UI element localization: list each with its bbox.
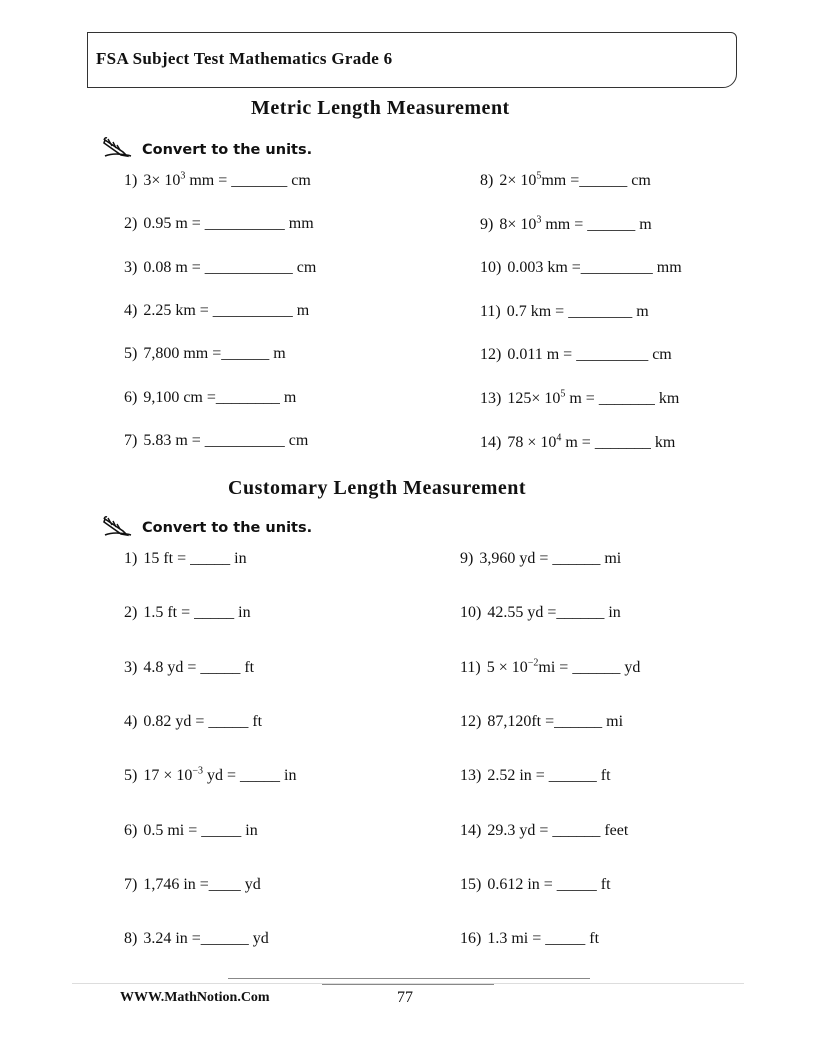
problem-number: 13) bbox=[480, 390, 502, 407]
problem-number: 2) bbox=[124, 215, 138, 233]
problem-number: 9) bbox=[480, 215, 494, 233]
page-number: 77 bbox=[397, 989, 413, 1006]
problem-text: 3.24 in =______ yd bbox=[143, 930, 269, 948]
problem-number: 6) bbox=[124, 821, 138, 839]
problem-number: 4) bbox=[124, 301, 138, 319]
footer-site: WWW.MathNotion.Com bbox=[120, 990, 270, 1005]
problem-item bbox=[124, 432, 308, 450]
problem-item bbox=[124, 822, 258, 840]
problem-number: 12) bbox=[460, 712, 482, 730]
problem-number: 7) bbox=[124, 875, 138, 893]
problem-text: $78 \times 10^4$ m = _______ km bbox=[507, 432, 676, 451]
problem-item bbox=[480, 216, 652, 234]
problem-text: 0.003 km =_________ mm bbox=[507, 259, 682, 277]
problem-number: 1) bbox=[124, 550, 138, 567]
problem-text: 0.011 m = _________ cm bbox=[507, 346, 672, 364]
problem-number: 7) bbox=[124, 431, 138, 449]
problem-item bbox=[124, 550, 247, 568]
problem-number: 13) bbox=[460, 767, 482, 785]
problem-item bbox=[124, 876, 261, 894]
problem-text: 1,746 in =____ yd bbox=[143, 875, 261, 893]
problem-item bbox=[480, 172, 651, 190]
problem-text: 9,100 cm =________ m bbox=[143, 388, 297, 406]
problem-text: 2.52 in = ______ ft bbox=[487, 767, 611, 785]
problem-number: 9) bbox=[460, 550, 474, 567]
metric-instruction: Convert to the units. bbox=[142, 142, 313, 158]
pencil-icon bbox=[103, 515, 133, 537]
problem-item bbox=[124, 713, 262, 731]
problem-item bbox=[124, 302, 309, 320]
problem-number: 15) bbox=[460, 875, 482, 893]
problem-item bbox=[460, 930, 599, 948]
metric-section-title: Metric Length Measurement bbox=[251, 97, 510, 119]
problem-text: 7,800 mm =______ m bbox=[143, 345, 286, 363]
problem-item bbox=[460, 767, 611, 785]
problem-item bbox=[480, 259, 682, 277]
customary-section-title: Customary Length Measurement bbox=[228, 477, 527, 499]
problem-text: 0.612 in = _____ ft bbox=[487, 875, 611, 893]
footer-rule-short bbox=[322, 984, 494, 985]
problem-number: 10) bbox=[460, 604, 482, 622]
problem-number: 10) bbox=[480, 259, 502, 277]
problem-number: 3) bbox=[124, 258, 138, 276]
problem-item bbox=[460, 876, 611, 894]
problem-number: 4) bbox=[124, 712, 138, 730]
problem-text: 29.3 yd = ______ feet bbox=[487, 821, 629, 839]
problem-text: 0.08 m = ___________ cm bbox=[143, 258, 317, 276]
problem-number: 5) bbox=[124, 767, 138, 785]
problem-text: $3\times 10^3$ mm = _______ cm bbox=[143, 170, 311, 189]
problem-item bbox=[460, 822, 628, 840]
problem-text: 2.25 km = __________ m bbox=[143, 301, 310, 319]
problem-text: $2\times 10^5mm$ =______ cm bbox=[499, 170, 651, 189]
problem-text: $5 \times 10^{-2}mi$ = ______ yd bbox=[486, 657, 641, 676]
problem-number: 5) bbox=[124, 345, 138, 363]
problem-item bbox=[124, 604, 251, 622]
problem-number: 6) bbox=[124, 388, 138, 406]
problem-text: $8\times 10^3$ mm = ______ m bbox=[499, 214, 652, 233]
problem-number: 16) bbox=[460, 930, 482, 948]
problem-item bbox=[124, 172, 311, 190]
problem-number: 11) bbox=[460, 658, 481, 676]
problem-text: 0.7 km = ________ m bbox=[506, 302, 649, 320]
problem-item bbox=[480, 346, 672, 364]
problem-item bbox=[124, 659, 254, 677]
problem-number: 2) bbox=[124, 604, 138, 622]
problem-item bbox=[124, 215, 314, 233]
problem-number: 12) bbox=[480, 346, 502, 364]
problem-text: 3,960 yd = ______ mi bbox=[479, 550, 622, 567]
problem-item bbox=[480, 434, 675, 452]
customary-instruction: Convert to the units. bbox=[142, 520, 313, 536]
problem-text: 15 ft = _____ in bbox=[143, 550, 247, 567]
problem-item bbox=[124, 930, 269, 948]
problem-text: 1.5 ft = _____ in bbox=[143, 604, 251, 622]
problem-number: 1) bbox=[124, 172, 138, 189]
problem-item bbox=[480, 303, 649, 321]
pencil-icon bbox=[103, 136, 133, 158]
problem-text: 1.3 mi = _____ ft bbox=[487, 930, 600, 948]
problem-item bbox=[124, 345, 286, 363]
problem-text: $125\times 10^5$ m = _______ km bbox=[507, 388, 680, 407]
problem-item bbox=[480, 390, 679, 408]
problem-number: 8) bbox=[124, 930, 138, 948]
problem-text: 4.8 yd = _____ ft bbox=[143, 658, 255, 676]
problem-text: 0.82 yd = _____ ft bbox=[143, 712, 263, 730]
problem-number: 14) bbox=[480, 433, 502, 451]
problem-item bbox=[460, 713, 623, 731]
problem-text: 0.5 mi = _____ in bbox=[143, 821, 258, 839]
header-title: FSA Subject Test Mathematics Grade 6 bbox=[96, 49, 393, 68]
problem-text: 0.95 m = __________ mm bbox=[143, 215, 314, 233]
problem-item bbox=[124, 767, 296, 785]
problem-item bbox=[124, 389, 296, 407]
problem-item bbox=[460, 604, 621, 622]
problem-text: 87,120ft =______ mi bbox=[487, 712, 624, 730]
problem-text: $17 \times 10^{-3}$ yd = _____ in bbox=[143, 765, 297, 785]
problem-text: 42.55 yd =______ in bbox=[487, 604, 621, 622]
problem-number: 11) bbox=[480, 302, 501, 320]
problem-item bbox=[124, 259, 316, 277]
footer-rule bbox=[228, 978, 590, 979]
problem-item bbox=[460, 659, 640, 677]
problem-number: 14) bbox=[460, 821, 482, 839]
problem-number: 8) bbox=[480, 172, 494, 189]
problem-item bbox=[460, 550, 621, 568]
problem-number: 3) bbox=[124, 658, 138, 676]
problem-text: 5.83 m = __________ cm bbox=[143, 431, 309, 449]
